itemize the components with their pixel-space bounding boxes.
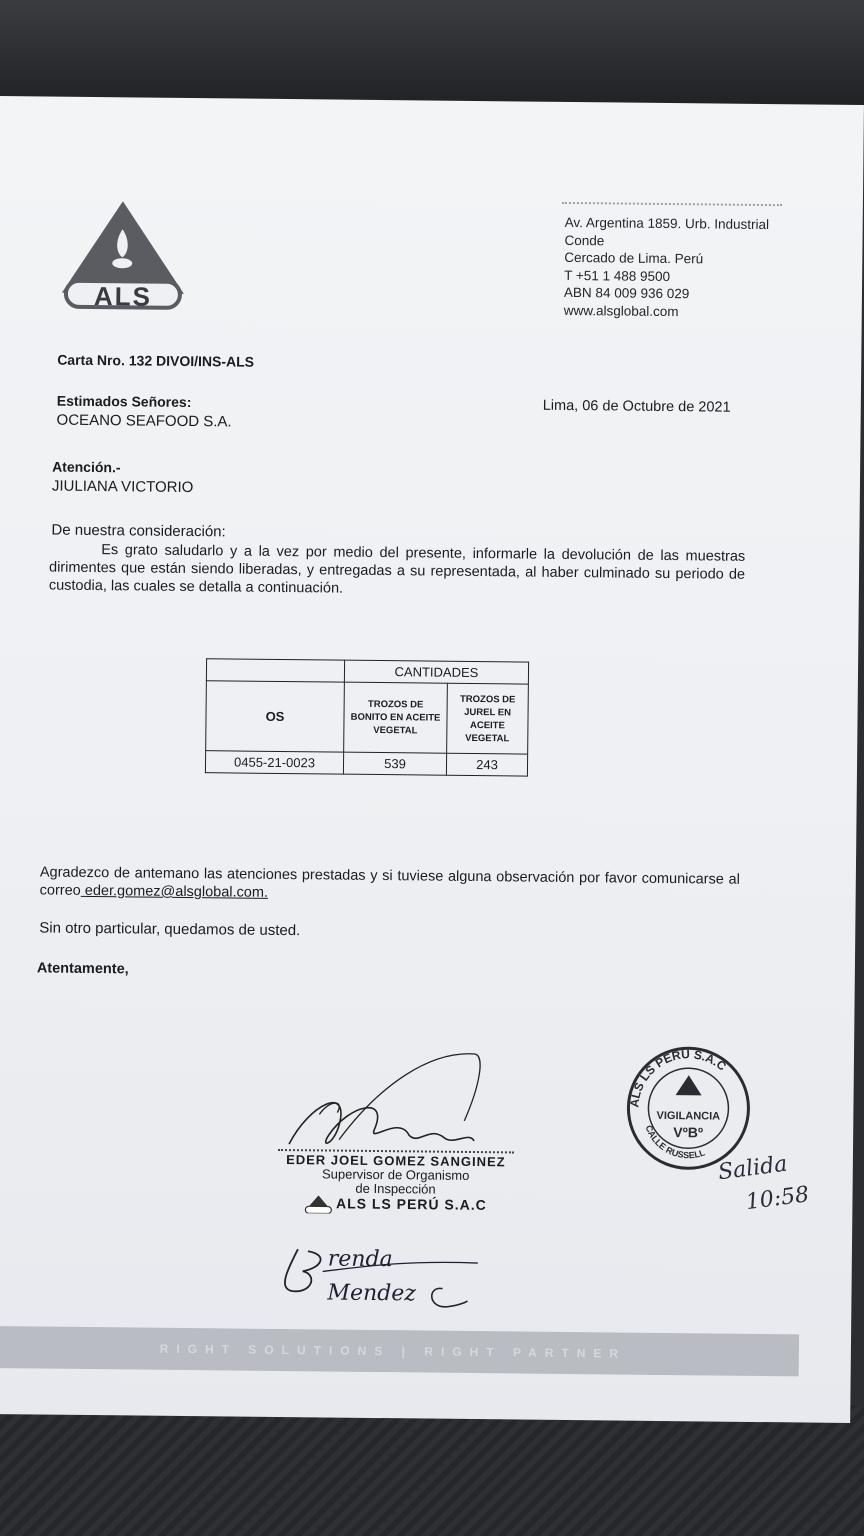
header-jurel-text: TROZOS DE JUREL EN ACEITE VEGETAL — [459, 693, 516, 744]
thanks-paragraph — [40, 863, 740, 906]
cell-bonito: 539 — [343, 752, 446, 775]
salida-time: 10:58 — [744, 1182, 811, 1216]
address-line: T +51 1 488 9500 — [564, 267, 671, 284]
receiver-last-name: Mendez — [327, 1280, 417, 1307]
company-address — [564, 214, 805, 322]
background-top — [0, 0, 864, 110]
address-line: www.alsglobal.com — [563, 302, 679, 319]
signer-name: EDER JOEL GOMEZ SANGINEZ — [286, 1152, 506, 1170]
table-corner-cell — [206, 659, 344, 682]
header-bonito-text: TROZOS DE BONITO EN ACEITE VEGETAL — [350, 698, 441, 737]
attention-label: Atención.- — [52, 458, 121, 476]
stamp-bottom-text: CALLE RUSSELL — [643, 1123, 707, 1161]
letter-page — [0, 96, 864, 1423]
address-line: Av. Argentina 1859. Urb. Industrial — [564, 214, 770, 233]
address-line: ABN 84 009 936 029 — [563, 284, 690, 302]
letter-reference: Carta Nro. 132 DIVOI/INS-ALS — [57, 351, 255, 370]
recipient-company: OCEANO SEAFOOD S.A. — [56, 411, 232, 431]
cell-os: 0455-21-0023 — [205, 751, 343, 774]
contact-email-link[interactable]: eder.gomez@alsglobal.com. — [80, 882, 269, 901]
salutation: Estimados Señores: — [56, 392, 192, 411]
stamp-top-arc: ALS LS PERÚ S.A.C — [627, 1047, 729, 1109]
signer-company-text: ALS LS PERÚ S.A.C — [335, 1195, 487, 1213]
als-small-logo — [304, 1195, 332, 1213]
salida-word: Salida — [716, 1151, 789, 1186]
attention-person: JIULIANA VICTORIO — [51, 477, 194, 497]
signer-title-2: de Inspección — [355, 1180, 436, 1197]
background-bottom — [0, 1405, 864, 1536]
table-group-header: CANTIDADES — [344, 660, 528, 684]
address-line: Conde — [564, 232, 605, 248]
table-row — [205, 751, 527, 776]
stamp-line-1: VIGILANCIA — [656, 1109, 721, 1123]
cell-jurel: 243 — [446, 753, 527, 776]
signer-company — [270, 1195, 520, 1216]
als-logo — [62, 201, 193, 317]
consideration-line: De nuestra consideración: — [51, 521, 226, 541]
quantities-table — [205, 658, 529, 776]
signer-title-1: Supervisor de Organismo — [321, 1166, 470, 1183]
thanks-text: Agradezco de antemano las atenciones prestadas y si tuviese alguna observación por favor comunicarse al correo — [39, 864, 740, 899]
table-header-bonito — [344, 682, 448, 753]
sign-off: Atentamente, — [36, 960, 129, 978]
table-header-os: OS — [206, 681, 345, 752]
handwritten-salida-note — [710, 1144, 821, 1220]
signature-block — [270, 1149, 521, 1216]
letter-body: Es grato saludarlo y a la vez por medio del presente, informarle la devolución de las muestras dirimentes que están siendo liberadas, y entregadas a su representada, al haber culminado su periodo de custodia, las cuales se detalla a continuación. — [48, 542, 746, 597]
closing-line: Sin otro particular, quedamos de usted. — [39, 919, 301, 940]
receiver-first-name: renda — [327, 1246, 393, 1273]
footer-tagline-band: RIGHT SOLUTIONS | RIGHT PARTNER — [0, 1326, 799, 1377]
table-header-jurel — [447, 683, 529, 754]
stamp-line-2: VºBº — [673, 1124, 704, 1141]
address-line: Cercado de Lima. Perú — [564, 249, 704, 267]
logo-text: ALS — [93, 280, 153, 312]
address-divider — [562, 202, 782, 206]
receiver-signature — [267, 1229, 488, 1321]
letter-date: Lima, 06 de Octubre de 2021 — [542, 397, 731, 416]
